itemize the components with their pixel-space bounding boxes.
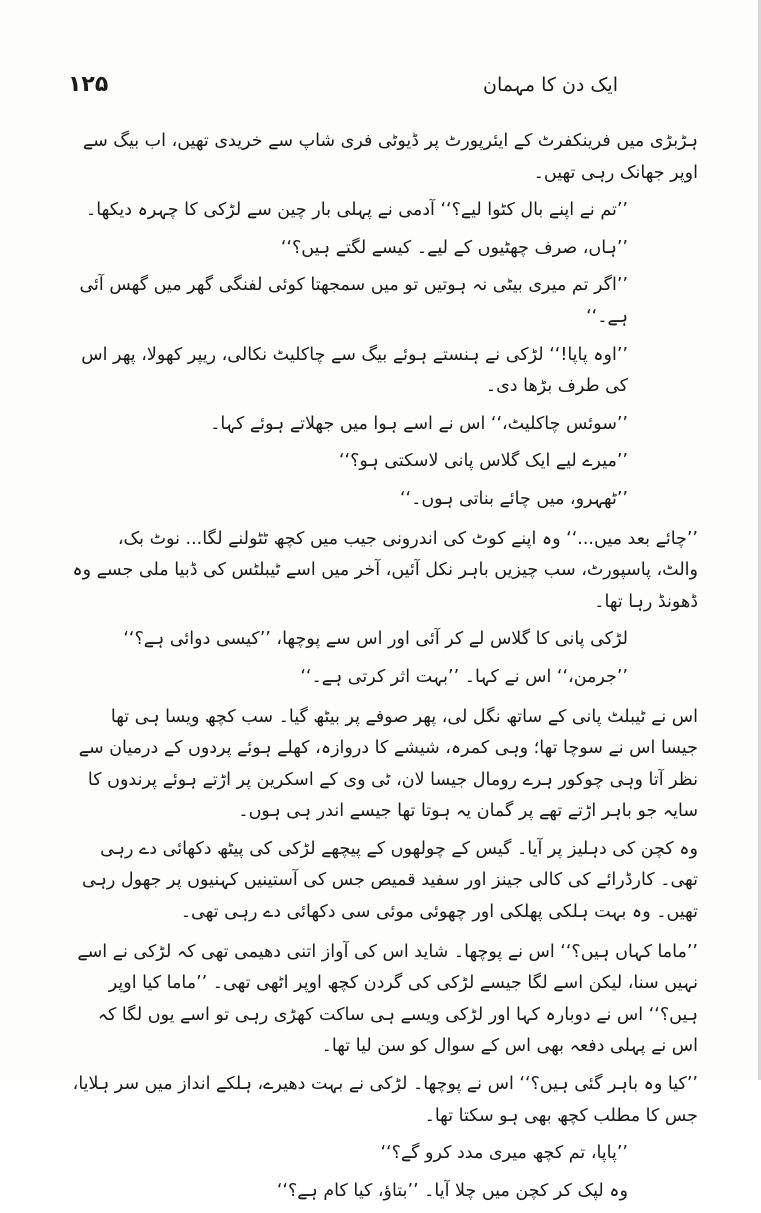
paragraph: ’’جرمن،‘‘ اس نے کہا۔ ’’بہت اثر کرتی ہے۔‘‘	[300, 666, 628, 687]
paragraph: لڑکی پانی کا گلاس لے کر آئی اور اس سے پوچھا، ’’کیسی دوائی ہے؟‘‘	[123, 629, 628, 650]
paragraph: ’’ٹھہرو، میں چائے بناتی ہوں۔‘‘	[399, 488, 628, 509]
body-text	[72, 126, 698, 1213]
paragraph: ’’تم نے اپنے بال کٹوا لیے؟‘‘ آدمی نے پہلی بار چین سے لڑکی کا چہرہ دیکھا۔	[86, 200, 628, 221]
paragraph: ’’ہاں، صرف چھٹیوں کے لیے۔ کیسے لگتے ہیں؟‘‘	[280, 237, 628, 258]
paragraph: وہ کچن کی دہلیز پر آیا۔ گیس کے چولھوں کے پیچھے لڑکی کی پیٹھ دکھائی دے رہی تھی۔ کارڈرائے کی کالی جینز اور سفید قمیص جس کی آستینیں کہنیوں پر جھول رہی تھیں۔ وہ بہت ہلکی پھلکی اور چھوئی موئی سی دکھائی دے رہی تھی۔	[82, 838, 698, 923]
paragraph: ’’کیا وہ باہر گئی ہیں؟‘‘ اس نے پوچھا۔ لڑکی نے بہت دھیرے، ہلکے انداز میں سر ہلایا، جس کا مطلب کچھ بھی ہو سکتا تھا۔	[72, 1074, 698, 1126]
paragraph: ہڑبڑی میں فرینکفرٹ کے ایئرپورٹ پر ڈیوٹی فری شاپ سے خریدی تھیں، اب بیگ سے اوپر جھانک رہی تھیں۔	[82, 131, 698, 183]
paragraph: ’’سوئس چاکلیٹ،‘‘ اس نے اسے ہوا میں جھلاتے ہوئے کہا۔	[210, 413, 628, 434]
paragraph: ’’پاپا، تم کچھ میری مدد کرو گے؟‘‘	[380, 1143, 628, 1164]
page-number: ۱۲۵	[68, 72, 109, 97]
paragraph: ’’چائے بعد میں...‘‘ وہ اپنے کوٹ کی اندرونی جیب میں کچھ ٹٹولنے لگا... نوٹ بک، والٹ، پاسپورٹ، سب چیزیں باہر نکل آئیں، آخر میں اسے ٹیبلٹس کی ڈبیا ملی جسے وہ ڈھونڈ رہا تھا۔	[72, 528, 698, 612]
page-header	[60, 70, 678, 110]
paragraph: ’’ماما کہاں ہیں؟‘‘ اس نے پوچھا۔ شاید اس کی آواز اتنی دھیمی تھی کہ لڑکی نے اسے نہیں سنا، لیکن اسے لگا جیسے لڑکی کی گردن کچھ اوپر اٹھی تھی۔ ’’ماما کیا اوپر ہیں؟‘‘ اس نے دوبارہ کہا اور لڑکی ویسے ہی ساکت کھڑی رہی تو اسے یوں لگا کہ اس نے پہلی دفعہ بھی اس کے سوال کو سن لیا تھا۔	[77, 941, 698, 1057]
paragraph: وہ لپک کر کچن میں چلا آیا۔ ’’بتاؤ، کیا کام ہے؟‘‘	[276, 1180, 628, 1201]
running-title: ایک دن کا مہمان	[483, 74, 618, 96]
paragraph: ’’میرے لیے ایک گلاس پانی لاسکتی ہو؟‘‘	[338, 451, 628, 472]
paragraph: ’’اوہ پاپا!‘‘ لڑکی نے ہنستے ہوئے بیگ سے چاکلیٹ نکالی، ریپر کھولا، پھر اس کی طرف بڑھا دی۔	[81, 344, 628, 397]
paragraph: ’’اگر تم میری بیٹی نہ ہوتیں تو میں سمجھتا کوئی لفنگی گھر میں گھس آئی ہے۔‘‘	[79, 275, 628, 327]
paragraph: اس نے ٹیبلٹ پانی کے ساتھ نگل لی، پھر صوفے پر بیٹھ گیا۔ سب کچھ ویسا ہی تھا جیسا اس نے سوچا تھا؛ وہی کمرہ، شیشے کا دروازہ، کھلے ہوئے پردوں کے درمیان سے نظر آتا وہی چوکور ہرے رومال جیسا لان، ٹی وی کے اسکرین پر اڑتے ہوئے پرندوں کا سایہ جو باہر اڑتے تھے پر گمان یہ ہوتا تھا جیسے اندر ہی ہوں۔	[78, 706, 698, 822]
